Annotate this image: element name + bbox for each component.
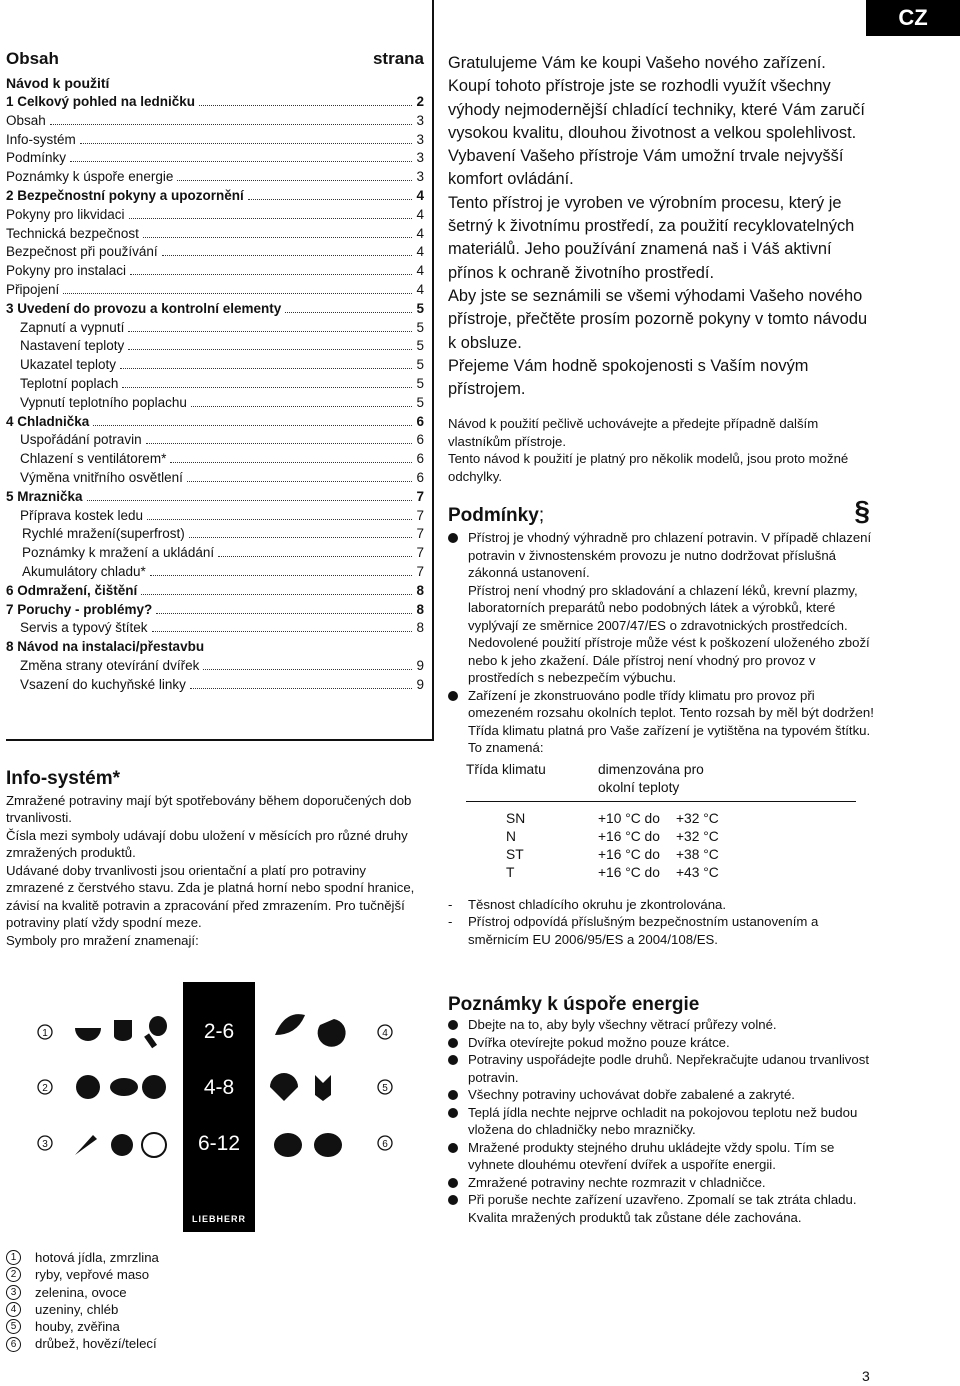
sausage-icon: [275, 1014, 305, 1035]
duration-2-6: 2-6: [203, 1020, 235, 1043]
duration-panel: [183, 982, 255, 1232]
list-item: Při poruše nechte zařízení uzavřeno. Zpomalí se tak ztráta chladu. Kvalita mražených produktů tak zůstane déle zachována.: [448, 1191, 878, 1226]
info-paragraph: Zmražené potraviny mají být spotřebovány během doporučených dob trvanlivosti.: [6, 792, 412, 825]
climate-row: [506, 864, 856, 882]
climate-cell-cls: ST: [506, 846, 524, 862]
toc-entry: [6, 113, 424, 132]
info-paragraph: Symboly pro mražení znamenají:: [6, 932, 199, 948]
toc-entry: [6, 320, 424, 339]
legend-number-icon: 1: [6, 1250, 21, 1265]
toc-entry-page: 5: [416, 338, 424, 354]
toc-entry-page: 6: [416, 413, 424, 429]
toc-entry-label: Bezpečnost při používání: [6, 244, 158, 260]
fruit-icon: [111, 1134, 133, 1156]
climate-table-header: [466, 761, 856, 802]
intro-paragraph: Vybavení Vašeho přístroje Vám umožní trvale nejvyšší komfort ovládání.: [448, 147, 844, 189]
toc-entry-label: Chlazení s ventilátorem*: [20, 451, 167, 467]
list-item: Dbejte na to, aby byly všechny větrací průřezy volné.: [448, 1016, 878, 1034]
list-item: Mražené produkty stejného druhu ukládejte vždy spolu. Tím se vyhnete dlouhému otevření dvířek a uspoříte energii.: [448, 1139, 878, 1174]
toc-entry-page: 8: [416, 620, 424, 636]
toc-entry: [6, 470, 424, 489]
legend-item: [6, 1249, 159, 1266]
toc-entry: [6, 677, 424, 696]
toc-leader-dots: [285, 312, 412, 313]
climate-col-range: dimenzována pro okolní teploty: [598, 761, 704, 795]
toc-entry-page: 4: [416, 281, 424, 297]
climate-cell-cls: T: [506, 864, 515, 880]
climate-cell-from: +10 °C do: [598, 810, 660, 826]
info-system-section: [6, 770, 426, 949]
duration-4-8: 4-8: [203, 1076, 235, 1099]
climate-row: [506, 846, 856, 864]
number-2-label: 2: [42, 1083, 48, 1094]
toc-entry-label: Uspořádání potravin: [20, 432, 142, 448]
number-6-label: 6: [382, 1139, 388, 1150]
climate-rows: [506, 810, 856, 882]
toc-entry: [6, 338, 424, 357]
list-item: Dvířka otevírejte pokud možno pouze krátce.: [448, 1034, 878, 1052]
toc-leader-dots: [63, 293, 412, 294]
toc-leader-dots: [248, 199, 413, 200]
toc-leader-dots: [190, 688, 413, 689]
toc-page-label: strana: [372, 49, 424, 68]
list-item: Teplá jídla nechte nejprve ochladit na pokojovou teplotu než budou vložena do chladničky nebo mrazničky.: [448, 1104, 878, 1139]
climate-row: [506, 810, 856, 828]
toc-entry: [6, 244, 424, 263]
toc-leader-dots: [141, 594, 412, 595]
list-item: Přístroj je vhodný výhradně pro chlazení potravin. V případě chlazení potravin v živnostenském provozu je nutno dodržovat příslušná zákonná ustanovení. Přístroj není vhodný pro skladování a chlazení léků, krevní plazmy, laboratorních preparátů nebo podobných látek a výrobků, které vyplývají ze směrnice 2007/47/ES o zdravotnických prostředcích. Nedovolené použití přístroje může vést k poškození uloženého zboží nebo k jeho zkažení. Dále přístroj není vhodný pro provoz v prostředích s nebezpečím výbuchu.: [448, 529, 878, 687]
toc-leader-dots: [80, 143, 413, 144]
compliance-list: [448, 896, 878, 949]
toc-entry-page: 6: [416, 451, 424, 467]
toc-entry-page: 6: [416, 469, 424, 485]
toc-leader-dots: [50, 124, 413, 125]
toc-subtitle: Návod k použití: [6, 75, 110, 91]
info-system-title: Info-systém*: [6, 768, 121, 789]
toc-entry: [6, 451, 424, 470]
toc-leader-dots: [152, 631, 413, 632]
list-item: Zmražené potraviny nechte rozmrazit v chladničce.: [448, 1174, 878, 1192]
fish-icon-2: [110, 1078, 138, 1096]
toc-leader-dots: [162, 255, 413, 256]
toc-entry: [6, 432, 424, 451]
toc-entry-label: 8 Návod na instalaci/přestavbu: [6, 639, 205, 655]
cup-icon: [114, 1020, 132, 1041]
legend-item: [6, 1335, 159, 1352]
toc-entry-label: Technická bezpečnost: [6, 225, 139, 241]
toc-entry-label: 4 Chladnička: [6, 413, 90, 429]
toc-leader-dots: [170, 462, 412, 463]
legend-text: ryby, vepřové maso: [35, 1267, 150, 1283]
toc-leader-dots: [130, 274, 412, 275]
legend-text: hotová jídla, zmrzlina: [35, 1250, 159, 1265]
conditions-list: [448, 529, 878, 757]
intro-notes: [448, 415, 878, 485]
toc-leader-dots: [177, 180, 412, 181]
toc-entry: [6, 658, 424, 677]
toc-entry-label: Poznámky k mražení a ukládání: [22, 545, 215, 561]
toc-leader-dots: [122, 387, 412, 388]
brand-logo: LIEBHERR: [191, 1214, 246, 1224]
legend-number-icon: 6: [6, 1337, 21, 1352]
number-5-label: 5: [382, 1083, 388, 1094]
toc-leader-dots: [187, 481, 413, 482]
toc-list: [6, 94, 424, 696]
intro-paragraph: Přejeme Vám hodně spokojenosti s Vaším novým přístrojem.: [448, 356, 809, 399]
symbol-legend: [6, 1249, 159, 1353]
toc-entry-label: 1 Celkový pohled na ledničku: [6, 94, 196, 109]
toc-entry-label: 3 Uvedení do provozu a kontrolní elementy: [6, 300, 282, 316]
toc-entry-page: 4: [416, 187, 424, 203]
toc-leader-dots: [70, 161, 412, 162]
toc-bottom-rule: [6, 739, 434, 741]
energy-list: [448, 1016, 878, 1226]
toc-entry-page: 7: [416, 526, 424, 542]
toc-entry-label: 6 Odmražení, čištění: [6, 582, 138, 598]
toc-entry-label: 7 Poruchy - problémy?: [6, 601, 153, 617]
fish-icon: [76, 1075, 100, 1099]
energy-title: Poznámky k úspoře energie: [448, 994, 700, 1016]
paragraph-mark-icon: §: [854, 495, 870, 527]
pig-icon: [142, 1075, 166, 1099]
toc-entry: [6, 395, 424, 414]
toc-leader-dots: [87, 500, 413, 501]
toc-entry-page: 6: [416, 432, 424, 448]
toc-entry-label: Vsazení do kuchyňské linky: [20, 676, 186, 692]
legend-item: [6, 1284, 159, 1301]
toc-entry-page: 7: [416, 545, 424, 561]
toc-entry-label: Příprava kostek ledu: [20, 507, 144, 523]
climate-cell-to: +38 °C: [676, 846, 719, 862]
toc-entry: [6, 414, 424, 433]
toc-entry-page: 3: [416, 169, 424, 185]
toc-entry: [6, 545, 424, 564]
toc-entry-label: Pokyny pro instalaci: [6, 263, 127, 279]
toc-entry: [6, 357, 424, 376]
toc-entry-label: Obsah: [6, 112, 46, 128]
legend-number-icon: 4: [6, 1302, 21, 1317]
toc-entry-page: 7: [416, 488, 424, 504]
climate-col-class: Třída klimatu: [466, 761, 546, 777]
toc-leader-dots: [143, 237, 413, 238]
toc-entry-page: 4: [416, 244, 424, 260]
toc-entry-page: 5: [416, 357, 424, 373]
toc-entry-page: 3: [416, 150, 424, 166]
toc-entry-page: 4: [416, 225, 424, 241]
toc-entry-label: Výměna vnitřního osvětlení: [20, 469, 183, 485]
toc-entry: [6, 94, 424, 113]
toc-leader-dots: [93, 425, 412, 426]
toc-entry-label: Podmínky: [6, 150, 67, 166]
toc-leader-dots: [189, 537, 413, 538]
toc-entry-page: 4: [416, 206, 424, 222]
legend-item: [6, 1301, 159, 1318]
toc-entry-label: Ukazatel teploty: [20, 357, 117, 373]
toc-header: [6, 49, 424, 75]
toc-entry: [6, 602, 424, 621]
legend-text: zelenina, ovoce: [35, 1284, 127, 1300]
toc-entry-label: Pokyny pro likvidaci: [6, 206, 125, 222]
toc-leader-dots: [218, 556, 412, 557]
number-1-label: 1: [42, 1028, 48, 1039]
list-item: Zařízení je zkonstruováno podle třídy klimatu pro provoz při omezeném rozsahu okolních teplot. Tento rozsah by měl být dodržen! Třída klimatu platná pro Vaše zařízení je vytištěna na typovém štítku. To znamená:: [448, 687, 878, 757]
toc-entry-label: Vypnutí teplotního poplachu: [20, 394, 187, 410]
carrot-icon: [75, 1135, 97, 1155]
list-item: - Přístroj odpovídá příslušným bezpečnostním ustanovením a směrnicím EU 2006/95/ES a 2004/108/ES.: [448, 913, 878, 948]
list-item: Potraviny uspořádejte podle druhů. Nepřekračujte udanou trvanlivost potravin.: [448, 1051, 878, 1086]
right-column: [448, 52, 878, 1226]
info-paragraph: Udávané doby trvanlivosti jsou orientační a platí pro potraviny zmrazené z čerstvého stavu. Zda je platná horní nebo spodní hranice, závisí na kvalitě potravin a zpracování před zmrazením. Pro tučnější potraviny platí vždy spodní meze.: [6, 862, 415, 930]
toc-entry-label: Poznámky k úspoře energie: [6, 169, 174, 185]
toc-entry-label: Servis a typový štítek: [20, 620, 148, 636]
climate-cell-cls: SN: [506, 810, 526, 826]
intro-paragraph: Tento přístroj je vyroben ve výrobním procesu, který je šetrný k životnímu prostředí, za použití recyklovatelných materiálů. Jeho používání znamená naš i Váš aktivní přínos k ochraně životního prostředí.: [448, 193, 855, 282]
toc-title: Obsah: [6, 49, 59, 68]
toc-entry: [6, 639, 424, 658]
toc-entry-label: Změna strany otevírání dvířek: [20, 657, 200, 673]
cow-icon: [314, 1133, 342, 1157]
climate-cell-to: +43 °C: [676, 864, 719, 880]
toc-entry: [6, 132, 424, 151]
toc-entry: [6, 564, 424, 583]
toc-entry-label: Zapnutí a vypnutí: [20, 319, 125, 335]
toc-entry-page: 7: [416, 563, 424, 579]
ice-cream-icon: [149, 1016, 167, 1036]
toc-entry: [6, 263, 424, 282]
intro-paragraph: Aby jste se seznámili se všemi výhodami Vašeho nového přístroje, přečtěte prosím pozorně pokyny v tomto návodu k obsluze.: [448, 286, 868, 352]
apple-icon: [142, 1133, 166, 1157]
toc-entry-page: 9: [416, 657, 424, 673]
chicken-icon: [274, 1133, 302, 1157]
toc-leader-dots: [128, 331, 412, 332]
toc-entry-page: 5: [416, 375, 424, 391]
legend-item: [6, 1266, 159, 1283]
toc-leader-dots: [203, 669, 412, 670]
toc-entry: [6, 583, 424, 602]
toc-entry-page: 3: [416, 131, 424, 147]
climate-cell-from: +16 °C do: [598, 864, 660, 880]
mushroom-icon: [270, 1073, 298, 1101]
climate-cell-to: +32 °C: [676, 828, 719, 844]
legend-item: [6, 1318, 159, 1335]
table-of-contents: [6, 49, 424, 696]
bread-icon: [318, 1019, 346, 1047]
number-3-label: 3: [42, 1139, 48, 1150]
toc-entry: [6, 207, 424, 226]
legend-text: uzeniny, chléb: [35, 1301, 119, 1317]
toc-leader-dots: [128, 349, 412, 350]
climate-cell-cls: N: [506, 828, 516, 844]
toc-leader-dots: [199, 105, 412, 106]
conditions-header: [448, 495, 878, 527]
climate-row: [506, 828, 856, 846]
toc-entry-page: 3: [416, 112, 424, 128]
toc-entry: [6, 301, 424, 320]
toc-entry-page: 8: [416, 601, 424, 617]
intro-note: Návod k použití pečlivě uchovávejte a předejte případně dalším vlastníkům přístroje.: [448, 416, 819, 449]
list-item: Všechny potraviny uchovávat dobře zabalené a zakryté.: [448, 1086, 878, 1104]
toc-entry-label: Nastavení teploty: [20, 338, 125, 354]
info-paragraph: Čísla mezi symboly udávají dobu uložení v měsících pro různé druhy zmražených produktů.: [6, 827, 408, 860]
toc-leader-dots: [120, 368, 412, 369]
toc-entry: [6, 526, 424, 545]
toc-entry: [6, 282, 424, 301]
column-divider: [432, 0, 434, 740]
legend-text: houby, zvěřina: [35, 1319, 120, 1335]
toc-entry-page: 2: [416, 94, 424, 109]
toc-entry-page: 9: [416, 676, 424, 692]
legend-number-icon: 5: [6, 1319, 21, 1334]
climate-cell-from: +16 °C do: [598, 846, 660, 862]
toc-entry-label: 2 Bezpečnostní pokyny a upozornění: [6, 187, 244, 203]
toc-entry: [6, 169, 424, 188]
intro-note: Tento návod k použití je platný pro několik modelů, jsou proto možné odchylky.: [448, 451, 849, 484]
intro-paragraph: Gratulujeme Vám ke koupi Vašeho nového zařízení.: [448, 54, 826, 72]
legend-number-icon: 2: [6, 1267, 21, 1282]
language-badge: CZ: [866, 0, 960, 36]
toc-entry-page: 4: [416, 263, 424, 279]
toc-entry-label: Teplotní poplach: [20, 375, 119, 391]
toc-entry-label: Info-systém: [6, 131, 76, 147]
toc-entry-label: Akumulátory chladu*: [22, 563, 146, 579]
bowl-icon: [75, 1028, 101, 1041]
duration-6-12: 6-12: [197, 1132, 241, 1155]
list-item: - Těsnost chladícího okruhu je zkontrolována.: [448, 896, 878, 914]
toc-entry-page: 5: [416, 394, 424, 410]
toc-entry-page: 8: [416, 582, 424, 598]
legend-number-icon: 3: [6, 1285, 21, 1300]
toc-entry-label: Připojení: [6, 281, 60, 297]
toc-entry: [6, 150, 424, 169]
toc-entry: [6, 188, 424, 207]
toc-leader-dots: [150, 575, 413, 576]
climate-table: [466, 761, 856, 882]
toc-entry-page: 5: [416, 300, 424, 316]
toc-entry: [6, 376, 424, 395]
toc-entry-label: Rychlé mražení(superfrost): [22, 526, 185, 542]
toc-entry: [6, 620, 424, 639]
toc-leader-dots: [146, 443, 413, 444]
intro-text: [448, 52, 878, 401]
toc-entry: [6, 226, 424, 245]
number-4-label: 4: [382, 1028, 388, 1039]
climate-cell-to: +32 °C: [676, 810, 719, 826]
toc-leader-dots: [147, 519, 412, 520]
climate-cell-from: +16 °C do: [598, 828, 660, 844]
toc-entry-page: 5: [416, 319, 424, 335]
toc-entry: [6, 508, 424, 527]
toc-entry-label: 5 Mraznička: [6, 488, 83, 504]
page-number: 3: [862, 1368, 870, 1384]
toc-leader-dots: [156, 613, 412, 614]
toc-leader-dots: [191, 406, 413, 407]
toc-entry-page: 7: [416, 507, 424, 523]
toc-leader-dots: [129, 218, 413, 219]
deer-icon: [315, 1075, 331, 1101]
toc-entry: [6, 489, 424, 508]
conditions-title: Podmínky;: [448, 505, 545, 527]
intro-paragraph: Koupí tohoto přístroje jste se rozhodli využít všechny výhody nejmodernější chladící techniky, které Vám zaručí vysokou kvalitu, dlouhou životnost a velkou spolehlivost.: [448, 77, 865, 142]
legend-text: drůbež, hovězí/telecí: [35, 1336, 157, 1352]
